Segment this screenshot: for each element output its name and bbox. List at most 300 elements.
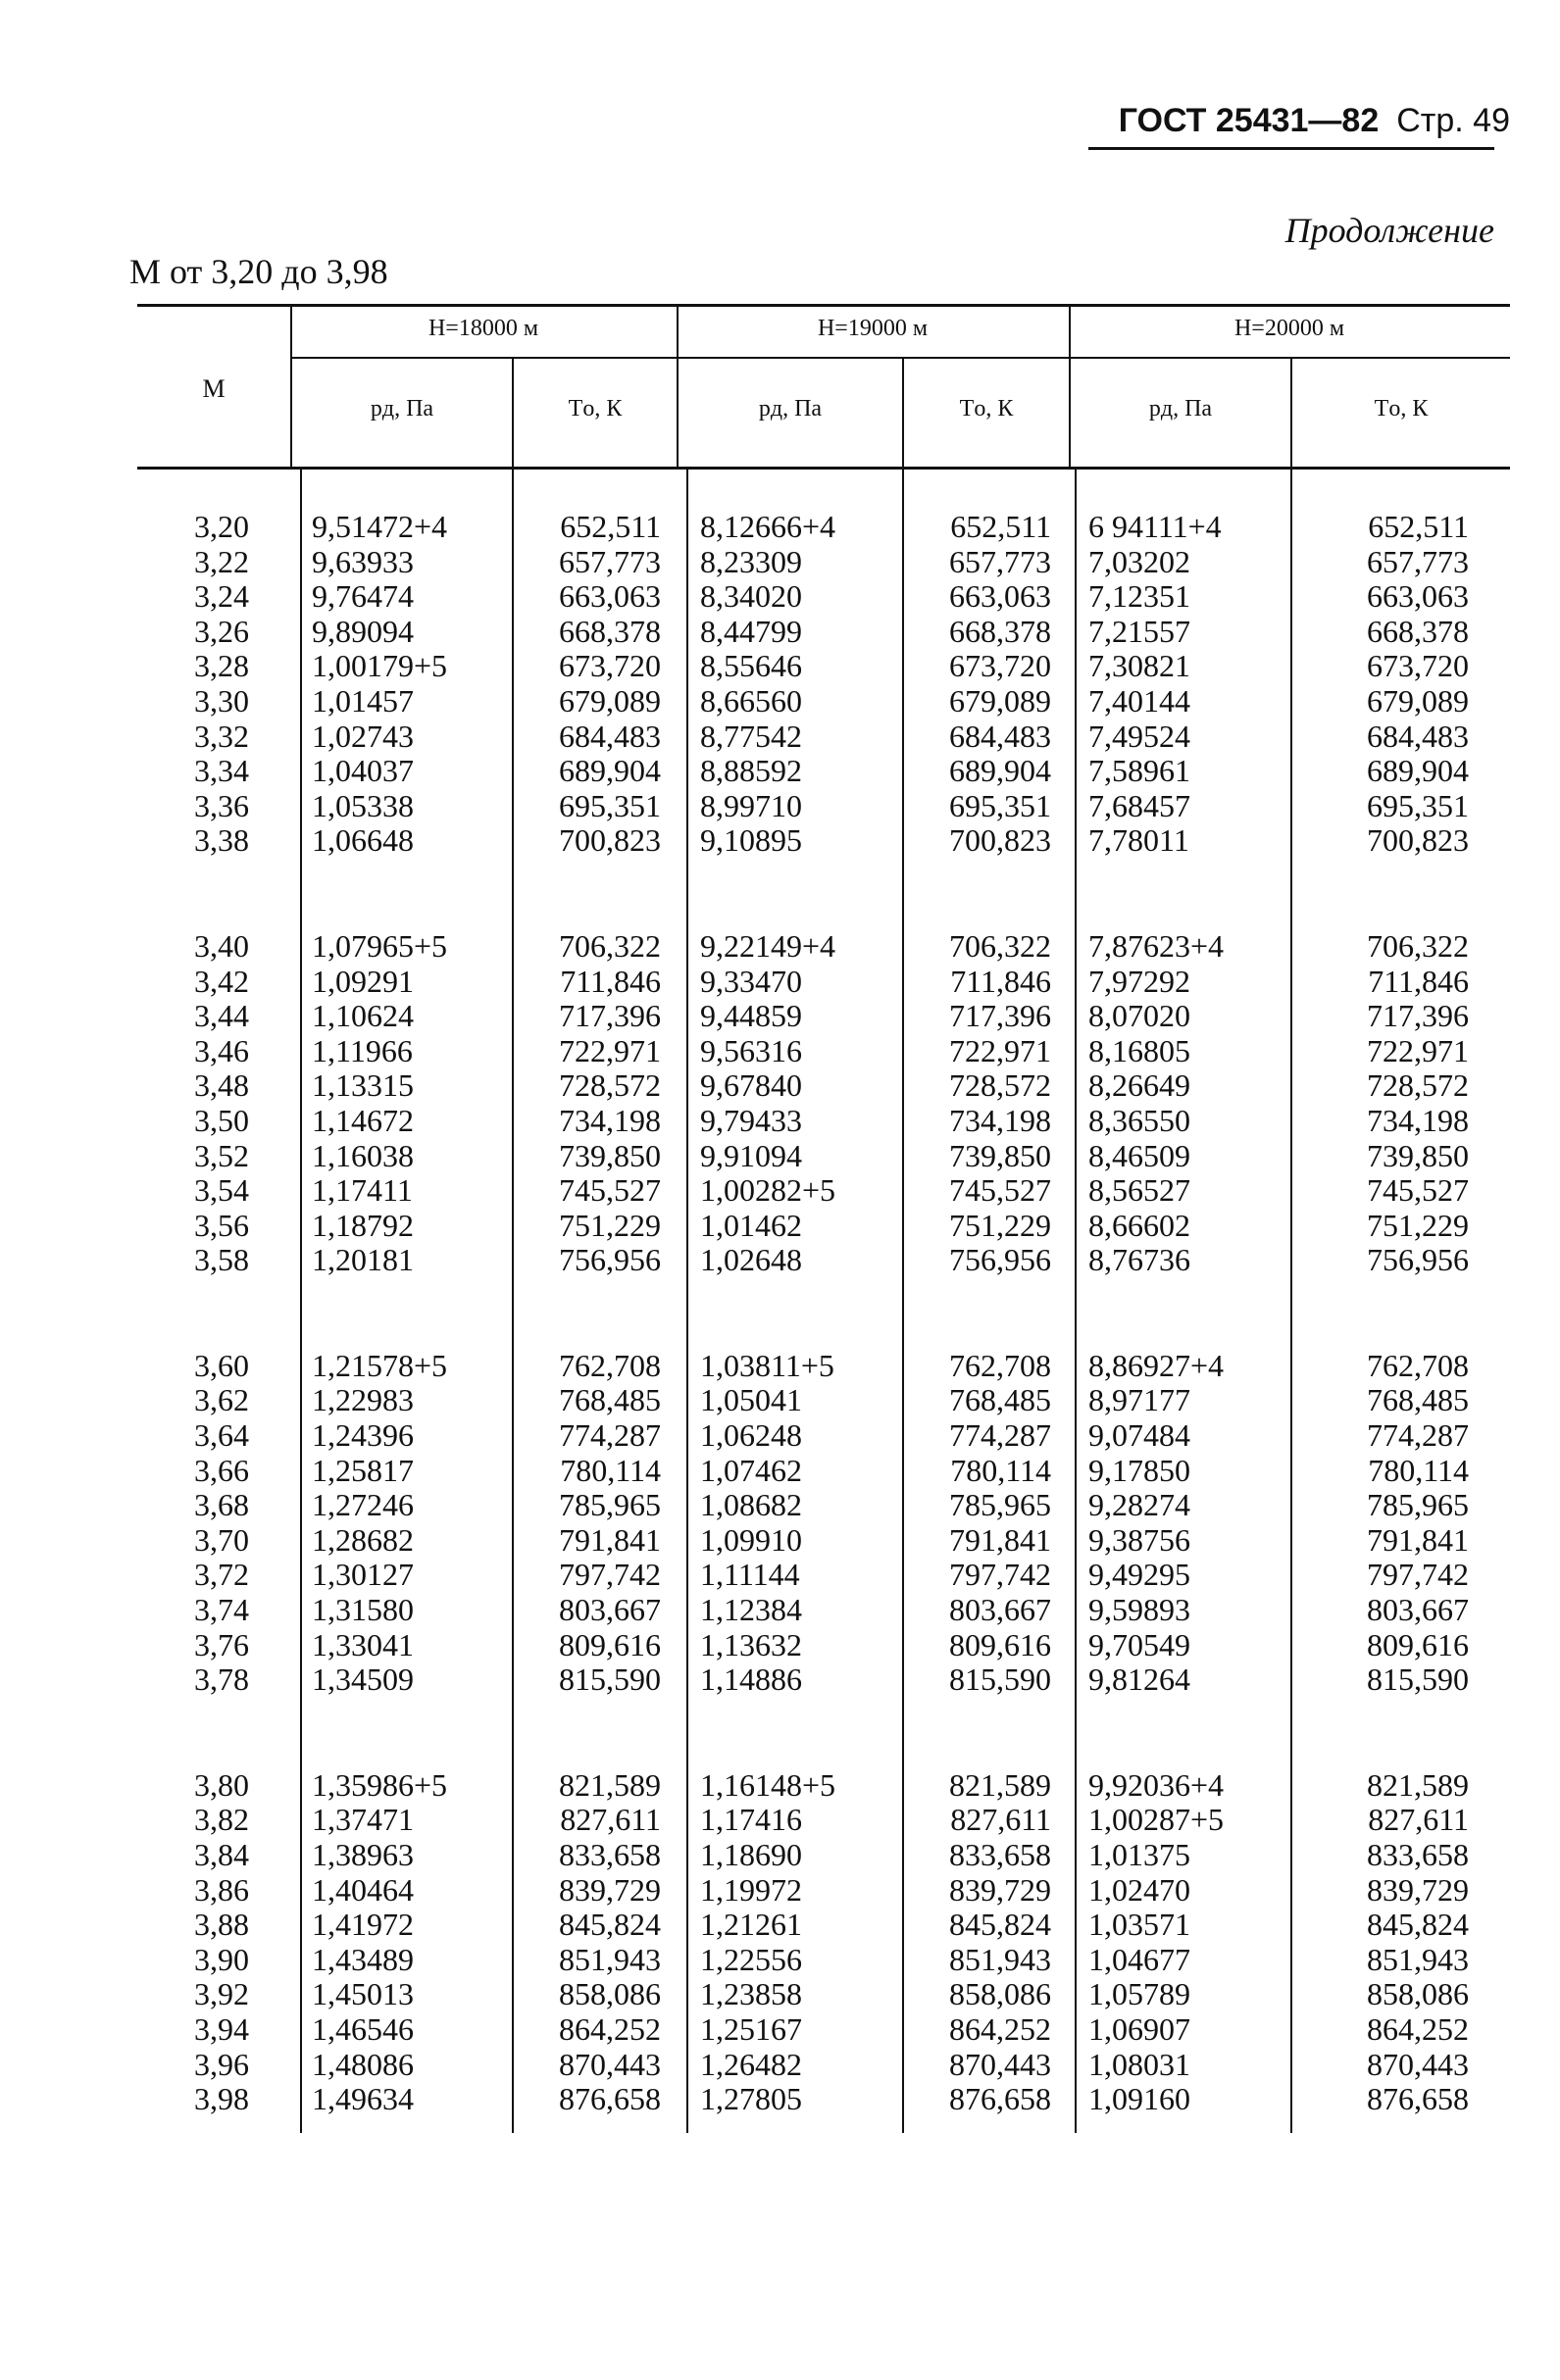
table-cell: 870,443 (949, 2046, 1051, 2082)
table-cell: 3,22 (194, 543, 249, 579)
table-cell: 8,26649 (1088, 1067, 1190, 1104)
table-cell: 728,572 (1367, 1067, 1469, 1104)
table-cell: 1,11144 (700, 1557, 800, 1593)
table-cell: 1,25167 (700, 2010, 802, 2047)
table-cell: 1,40464 (312, 1871, 414, 1908)
table-cell: 1,38963 (312, 1837, 414, 1872)
table-cell: 1,00287+5 (1088, 1802, 1225, 1838)
table-cell: 1,18792 (312, 1207, 414, 1243)
table-cell: 815,590 (1367, 1661, 1469, 1698)
table-cell: 684,483 (949, 718, 1051, 754)
table-cell: 652,511 (560, 509, 661, 544)
table-cell: 8,86927+4 (1088, 1347, 1225, 1383)
table-cell: 9,10895 (700, 822, 802, 859)
table-cell: 809,616 (949, 1626, 1051, 1662)
table-cell: 876,658 (559, 2081, 661, 2117)
table-cell: 797,742 (1367, 1557, 1469, 1593)
table-cell: 9,79433 (700, 1102, 802, 1138)
table-cell: 8,34020 (700, 578, 802, 615)
table-cell: 845,824 (559, 1907, 661, 1943)
group-gap (1088, 1278, 1284, 1349)
table-cell: 706,322 (559, 927, 661, 964)
table-cell: 3,86 (194, 1871, 249, 1908)
table-cell: 7,30821 (1088, 648, 1190, 684)
table-cell: 3,20 (194, 509, 249, 544)
table-cell: 1,09160 (1088, 2081, 1190, 2117)
group-gap (312, 859, 508, 929)
table-cell: 815,590 (949, 1661, 1051, 1698)
table-cell: 839,729 (949, 1871, 1051, 1908)
table-cell: 7,49524 (1088, 718, 1190, 754)
table-cell: 1,16148+5 (700, 1766, 836, 1803)
table-cell: 1,28682 (312, 1521, 414, 1558)
table-cell: 9,28274 (1088, 1487, 1190, 1523)
group-gap (312, 1698, 508, 1768)
table-cell: 762,708 (1367, 1347, 1469, 1383)
table-cell: 1,41972 (312, 1907, 414, 1943)
table-cell: 8,88592 (700, 753, 802, 789)
table-cell: 3,82 (194, 1802, 249, 1838)
table-cell: 858,086 (949, 1976, 1051, 2012)
group-gap (137, 1278, 249, 1349)
column-pressure-20000 (1088, 510, 1284, 2117)
table-cell: 774,287 (559, 1417, 661, 1454)
table-cell: 3,44 (194, 998, 249, 1034)
table-cell: 1,09291 (312, 963, 414, 999)
table-cell: 3,36 (194, 787, 249, 823)
table-cell: 1,13632 (700, 1626, 802, 1662)
table-cell: 827,611 (950, 1802, 1051, 1838)
table-cell: 717,396 (1367, 998, 1469, 1034)
table-cell: 734,198 (949, 1102, 1051, 1138)
table-cell: 1,22983 (312, 1382, 414, 1418)
table-cell: 791,841 (949, 1521, 1051, 1558)
table-cell: 745,527 (559, 1172, 661, 1209)
table-cell: 1,49634 (312, 2081, 414, 2117)
table-cell: 684,483 (1367, 718, 1469, 754)
table-cell: 7,58961 (1088, 753, 1190, 789)
group-gap (700, 859, 896, 929)
table-cell: 673,720 (949, 648, 1051, 684)
table-cell: 751,229 (559, 1207, 661, 1243)
table-cell: 839,729 (1367, 1871, 1469, 1908)
table-cell: 3,68 (194, 1487, 249, 1523)
header-rule (1088, 147, 1494, 150)
table-cell: 1,03811+5 (700, 1347, 834, 1383)
table-cell: 9,89094 (312, 613, 414, 649)
table-cell: 695,351 (1367, 787, 1469, 823)
table-cell: 791,841 (1367, 1521, 1469, 1558)
group-gap (1292, 859, 1469, 929)
table-cell: 3,26 (194, 613, 249, 649)
table-cell: 3,30 (194, 682, 249, 719)
table-cell: 706,322 (949, 927, 1051, 964)
table-cell: 1,34509 (312, 1661, 414, 1698)
table-cell: 1,02648 (700, 1242, 802, 1278)
table-cell: 9,33470 (700, 963, 802, 999)
table-cell: 3,64 (194, 1417, 249, 1454)
table-cell: 3,74 (194, 1592, 249, 1628)
table-cell: 833,658 (949, 1837, 1051, 1872)
table-cell: 1,43489 (312, 1941, 414, 1977)
table-cell: 3,76 (194, 1626, 249, 1662)
table-cell: 1,27805 (700, 2081, 802, 2117)
column-divider (1075, 469, 1077, 2133)
group-gap (1088, 859, 1284, 929)
table-cell: 785,965 (1367, 1487, 1469, 1523)
table-cell: 722,971 (949, 1032, 1051, 1068)
table-cell: 1,08682 (700, 1487, 802, 1523)
table-cell: 751,229 (1367, 1207, 1469, 1243)
table-cell: 3,94 (194, 2010, 249, 2047)
table-cell: 851,943 (559, 1941, 661, 1977)
table-cell: 3,48 (194, 1067, 249, 1104)
table-cell: 1,01457 (312, 682, 414, 719)
table-cell: 684,483 (559, 718, 661, 754)
table-cell: 3,50 (194, 1102, 249, 1138)
table-cell: 815,590 (559, 1661, 661, 1698)
table-cell: 1,06648 (312, 822, 414, 859)
table-cell: 8,16805 (1088, 1032, 1190, 1068)
group-header-20000: H=20000 м (1233, 316, 1345, 341)
table-cell: 756,956 (559, 1242, 661, 1278)
table-cell: 845,824 (1367, 1907, 1469, 1943)
table-cell: 711,846 (1368, 963, 1469, 999)
group-gap (137, 859, 249, 929)
table-cell: 8,56527 (1088, 1172, 1190, 1209)
table-cell: 1,12384 (700, 1592, 802, 1628)
table-cell: 1,35986+5 (312, 1766, 448, 1803)
page-number: Стр. 49 (1396, 102, 1510, 139)
table-cell: 768,485 (559, 1382, 661, 1418)
table-cell: 1,01462 (700, 1207, 802, 1243)
table-cell: 1,27246 (312, 1487, 414, 1523)
table-cell: 679,089 (1367, 682, 1469, 719)
column-pressure-19000 (700, 510, 896, 2117)
table-cell: 1,48086 (312, 2046, 414, 2082)
table-cell: 668,378 (949, 613, 1051, 649)
table-cell: 6 94111+4 (1088, 509, 1222, 544)
table-cell: 1,30127 (312, 1557, 414, 1593)
table-cell: 679,089 (559, 682, 661, 719)
table-cell: 689,904 (949, 753, 1051, 789)
subheader-pressure: pд, Па (758, 396, 823, 421)
table-cell: 7,21557 (1088, 613, 1190, 649)
table-cell: 3,72 (194, 1557, 249, 1593)
page-header (1079, 102, 1510, 140)
table-cell: 1,01375 (1088, 1837, 1190, 1872)
table-cell: 7,78011 (1088, 822, 1189, 859)
table-cell: 3,92 (194, 1976, 249, 2012)
table-cell: 774,287 (949, 1417, 1051, 1454)
range-caption: М от 3,20 до 3,98 (129, 252, 388, 291)
table-cell: 809,616 (1367, 1626, 1469, 1662)
table-cell: 1,18690 (700, 1837, 802, 1872)
table-cell: 803,667 (949, 1592, 1051, 1628)
table-cell: 780,114 (1368, 1452, 1469, 1488)
table-cell: 7,03202 (1088, 543, 1190, 579)
table-cell: 827,611 (560, 1802, 661, 1838)
standard-number: ГОСТ 25431—82 (1118, 102, 1380, 139)
table-cell: 833,658 (559, 1837, 661, 1872)
table-cell: 1,08031 (1088, 2046, 1190, 2082)
table-cell: 695,351 (559, 787, 661, 823)
table-cell: 3,46 (194, 1032, 249, 1068)
group-header-18000: H=18000 м (428, 316, 539, 341)
table-cell: 8,66560 (700, 682, 802, 719)
table-cell: 851,943 (1367, 1941, 1469, 1977)
table-cell: 1,02743 (312, 718, 414, 754)
table-cell: 657,773 (559, 543, 661, 579)
group-gap (514, 1278, 661, 1349)
table-cell: 1,45013 (312, 1976, 414, 2012)
table-cell: 9,63933 (312, 543, 414, 579)
table-cell: 785,965 (559, 1487, 661, 1523)
table-cell: 876,658 (949, 2081, 1051, 2117)
table-cell: 7,97292 (1088, 963, 1190, 999)
table-cell: 1,26482 (700, 2046, 802, 2082)
group-gap (1292, 1698, 1469, 1768)
table-cell: 734,198 (1367, 1102, 1469, 1138)
table-cell: 3,60 (194, 1347, 249, 1383)
table-cell: 1,05338 (312, 787, 414, 823)
table-cell: 9,81264 (1088, 1661, 1190, 1698)
table-cell: 8,76736 (1088, 1242, 1190, 1278)
table-cell: 745,527 (949, 1172, 1051, 1209)
table-cell: 1,21578+5 (312, 1347, 448, 1383)
table-cell: 797,742 (559, 1557, 661, 1593)
table-cell: 3,24 (194, 578, 249, 615)
table-cell: 3,90 (194, 1941, 249, 1977)
table-cell: 821,589 (1367, 1766, 1469, 1803)
table-cell: 1,21261 (700, 1907, 802, 1943)
table-cell: 3,42 (194, 963, 249, 999)
subheader-pressure: pд, Па (370, 396, 434, 421)
table-cell: 3,84 (194, 1837, 249, 1872)
table-cell: 668,378 (559, 613, 661, 649)
table-cell: 3,34 (194, 753, 249, 789)
table-cell: 839,729 (559, 1871, 661, 1908)
table-cell: 1,25817 (312, 1452, 414, 1488)
table-cell: 1,03571 (1088, 1907, 1190, 1943)
table-cell: 8,99710 (700, 787, 802, 823)
table-cell: 870,443 (1367, 2046, 1469, 2082)
table-cell: 673,720 (559, 648, 661, 684)
table-cell: 870,443 (559, 2046, 661, 2082)
table-cell: 706,322 (1367, 927, 1469, 964)
group-gap (514, 859, 661, 929)
table-cell: 663,063 (559, 578, 661, 615)
column-temperature-18000 (514, 510, 661, 2117)
table-cell: 739,850 (949, 1137, 1051, 1173)
table-cell: 785,965 (949, 1487, 1051, 1523)
header-group-rule (290, 357, 1510, 359)
table-cell: 1,13315 (312, 1067, 414, 1104)
table-cell: 1,00179+5 (312, 648, 448, 684)
table-cell: 9,17850 (1088, 1452, 1190, 1488)
table-cell: 673,720 (1367, 648, 1469, 684)
group-gap (137, 1698, 249, 1768)
table-cell: 9,49295 (1088, 1557, 1190, 1593)
group-gap (1292, 1278, 1469, 1349)
table-cell: 3,52 (194, 1137, 249, 1173)
group-gap (904, 859, 1051, 929)
column-divider (300, 469, 302, 2133)
table-cell: 9,56316 (700, 1032, 802, 1068)
table-cell: 3,58 (194, 1242, 249, 1278)
table-cell: 1,20181 (312, 1242, 414, 1278)
table-cell: 7,87623+4 (1088, 927, 1225, 964)
table-cell: 9,70549 (1088, 1626, 1190, 1662)
col-header-m: М (202, 374, 226, 403)
table-cell: 652,511 (1368, 509, 1469, 544)
table-cell: 780,114 (950, 1452, 1051, 1488)
table-cell: 8,44799 (700, 613, 802, 649)
table-cell: 858,086 (1367, 1976, 1469, 2012)
table-cell: 722,971 (1367, 1032, 1469, 1068)
table-cell: 745,527 (1367, 1172, 1469, 1209)
table-cell: 734,198 (559, 1102, 661, 1138)
table-cell: 1,07462 (700, 1452, 802, 1488)
table-cell: 717,396 (559, 998, 661, 1034)
table-cell: 821,589 (949, 1766, 1051, 1803)
table-cell: 1,02470 (1088, 1871, 1190, 1908)
table-cell: 7,68457 (1088, 787, 1190, 823)
table-cell: 1,46546 (312, 2010, 414, 2047)
table-cell: 3,62 (194, 1382, 249, 1418)
table-cell: 700,823 (949, 822, 1051, 859)
table-cell: 3,56 (194, 1207, 249, 1243)
table-cell: 9,59893 (1088, 1592, 1190, 1628)
column-temperature-20000 (1292, 510, 1469, 2117)
table-cell: 717,396 (949, 998, 1051, 1034)
table-cell: 1,09910 (700, 1521, 802, 1558)
table-cell: 3,28 (194, 648, 249, 684)
table-cell: 689,904 (559, 753, 661, 789)
table-cell: 652,511 (950, 509, 1051, 544)
table-cell: 1,07965+5 (312, 927, 448, 964)
group-gap (1088, 1698, 1284, 1768)
table-cell: 864,252 (559, 2010, 661, 2047)
table-cell: 1,37471 (312, 1802, 414, 1838)
column-pressure-18000 (312, 510, 508, 2117)
table-cell: 3,96 (194, 2046, 249, 2082)
table-cell: 845,824 (949, 1907, 1051, 1943)
table-cell: 803,667 (559, 1592, 661, 1628)
table-cell: 3,66 (194, 1452, 249, 1488)
column-divider (686, 469, 688, 2133)
table-cell: 9,44859 (700, 998, 802, 1034)
table-cell: 711,846 (950, 963, 1051, 999)
table-cell: 821,589 (559, 1766, 661, 1803)
table-cell: 679,089 (949, 682, 1051, 719)
table-cell: 663,063 (1367, 578, 1469, 615)
table-cell: 3,40 (194, 927, 249, 964)
table-cell: 8,66602 (1088, 1207, 1190, 1243)
table-cell: 809,616 (559, 1626, 661, 1662)
table-cell: 9,51472+4 (312, 509, 448, 544)
table-cell: 8,07020 (1088, 998, 1190, 1034)
table-cell: 689,904 (1367, 753, 1469, 789)
table-cell: 7,40144 (1088, 682, 1190, 719)
table-cell: 695,351 (949, 787, 1051, 823)
subheader-pressure: pд, Па (1148, 396, 1213, 421)
table-cell: 1,17416 (700, 1802, 802, 1838)
group-gap (700, 1698, 896, 1768)
table-cell: 3,98 (194, 2081, 249, 2117)
table-cell: 3,78 (194, 1661, 249, 1698)
table-cell: 711,846 (560, 963, 661, 999)
table-cell: 739,850 (559, 1137, 661, 1173)
table-cell: 1,24396 (312, 1417, 414, 1454)
table-cell: 728,572 (949, 1067, 1051, 1104)
table-cell: 8,12666+4 (700, 509, 836, 544)
table-top-rule (137, 304, 1510, 307)
table-cell: 657,773 (1367, 543, 1469, 579)
table-cell: 1,19972 (700, 1871, 802, 1908)
table-cell: 8,97177 (1088, 1382, 1190, 1418)
group-header-19000: H=19000 м (817, 316, 929, 341)
table-cell: 797,742 (949, 1557, 1051, 1593)
table-cell: 668,378 (1367, 613, 1469, 649)
table-cell: 3,38 (194, 822, 249, 859)
subheader-temperature: Tо, К (959, 396, 1014, 421)
table-cell: 1,14672 (312, 1102, 414, 1138)
table-cell: 1,17411 (312, 1172, 413, 1209)
table-cell: 9,38756 (1088, 1521, 1190, 1558)
table-cell: 780,114 (560, 1452, 661, 1488)
table-cell: 3,32 (194, 718, 249, 754)
table-cell: 858,086 (559, 1976, 661, 2012)
continuation-label: Продолжение (1284, 211, 1494, 250)
table-cell: 827,611 (1368, 1802, 1469, 1838)
table-cell: 8,23309 (700, 543, 802, 579)
table-cell: 8,36550 (1088, 1102, 1190, 1138)
table-cell: 1,14886 (700, 1661, 802, 1698)
table-cell: 3,70 (194, 1521, 249, 1558)
table-cell: 1,33041 (312, 1626, 414, 1662)
group-gap (700, 1278, 896, 1349)
table-cell: 8,46509 (1088, 1137, 1190, 1173)
group-gap (312, 1278, 508, 1349)
table-cell: 1,06248 (700, 1417, 802, 1454)
table-cell: 1,16038 (312, 1137, 414, 1173)
column-m (137, 510, 249, 2117)
header-bottom-rule (137, 467, 1510, 470)
table-cell: 1,05041 (700, 1382, 802, 1418)
table-cell: 739,850 (1367, 1137, 1469, 1173)
table-cell: 1,23858 (700, 1976, 802, 2012)
group-gap (904, 1278, 1051, 1349)
table-cell: 851,943 (949, 1941, 1051, 1977)
table-cell: 700,823 (1367, 822, 1469, 859)
table-cell: 803,667 (1367, 1592, 1469, 1628)
table-cell: 7,12351 (1088, 578, 1190, 615)
table-cell: 1,00282+5 (700, 1172, 836, 1209)
table-cell: 751,229 (949, 1207, 1051, 1243)
table-cell: 791,841 (559, 1521, 661, 1558)
table-cell: 3,88 (194, 1907, 249, 1943)
table-cell: 9,91094 (700, 1137, 802, 1173)
table-cell: 756,956 (1367, 1242, 1469, 1278)
table-cell: 3,54 (194, 1172, 249, 1209)
subheader-temperature: Tо, К (568, 396, 623, 421)
table-cell: 9,92036+4 (1088, 1766, 1225, 1803)
table-cell: 864,252 (1367, 2010, 1469, 2047)
table-cell: 756,956 (949, 1242, 1051, 1278)
table-cell: 774,287 (1367, 1417, 1469, 1454)
group-gap (514, 1698, 661, 1768)
